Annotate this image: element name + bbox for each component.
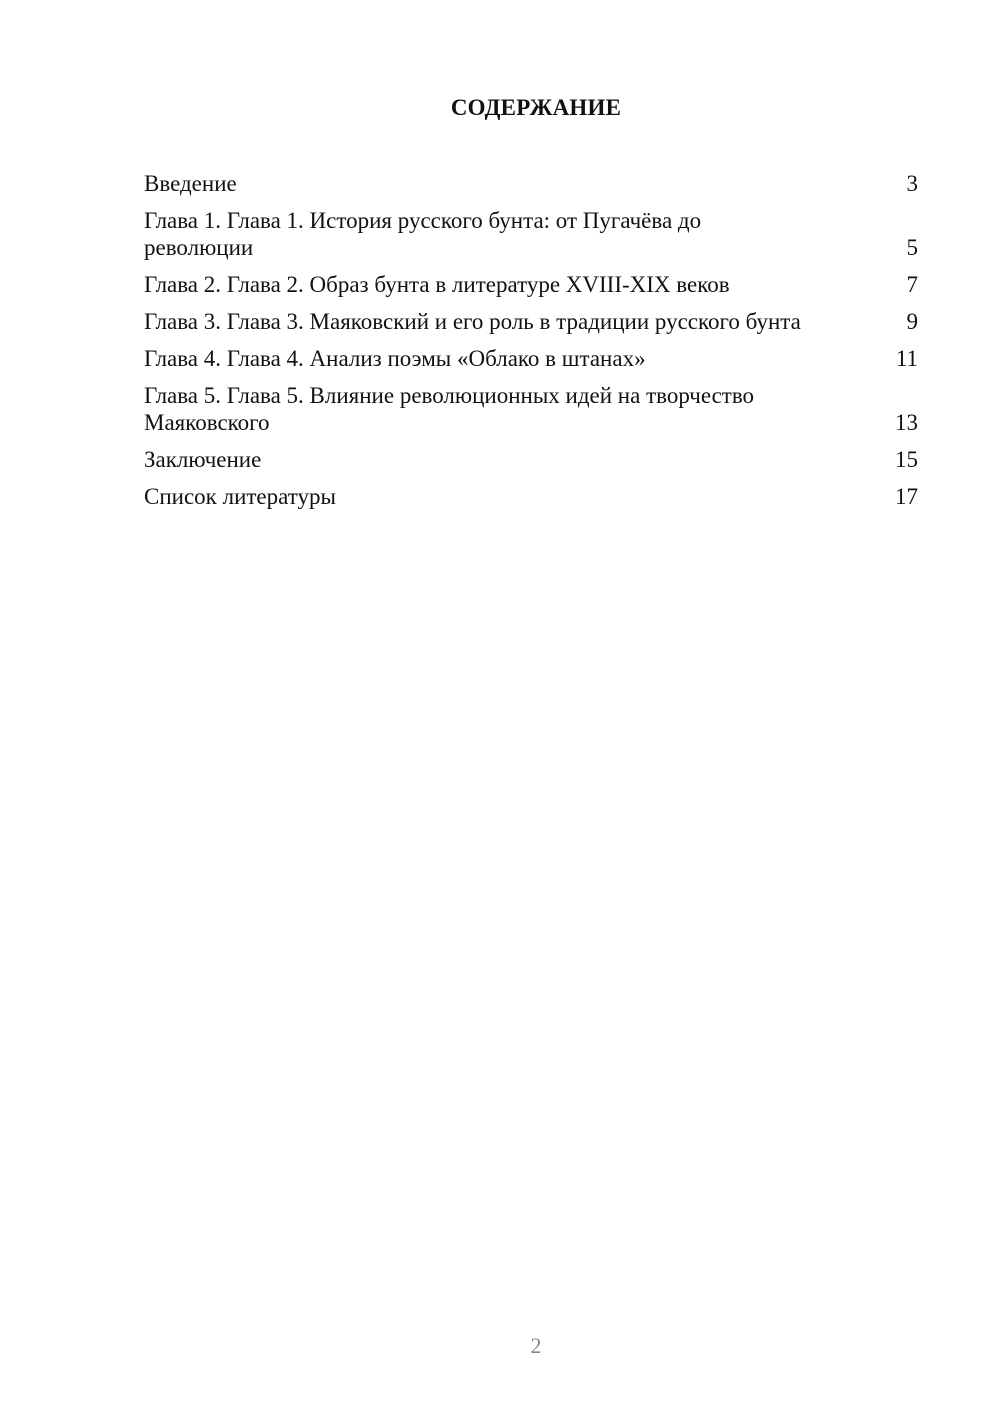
- toc-entry-page: 9: [906, 309, 918, 334]
- toc-entry-page: 17: [895, 484, 918, 509]
- toc-entry-title: Глава 4. Глава 4. Анализ поэмы «Облако в штанах»: [144, 346, 646, 371]
- toc-entry-page: 11: [895, 346, 918, 371]
- toc-entry-page: 7: [906, 272, 918, 297]
- page-title: СОДЕРЖАНИЕ: [450, 95, 622, 120]
- table-of-contents: [144, 170, 918, 520]
- page-number: 2: [530, 1333, 542, 1358]
- toc-entry-title: Заключение: [144, 447, 262, 472]
- toc-entry-page: 3: [906, 171, 918, 196]
- toc-entry-title: Глава 3. Глава 3. Маяковский и его роль в традиции русского бунта: [144, 309, 801, 334]
- toc-entry-title: Список литературы: [144, 484, 336, 509]
- toc-entry: [144, 271, 918, 298]
- toc-entry: [144, 170, 918, 197]
- toc-entry-title: Введение: [144, 171, 237, 196]
- toc-entry-page: 5: [906, 235, 918, 260]
- toc-entry: [144, 446, 918, 473]
- toc-entry-page: 15: [895, 447, 918, 472]
- toc-entry-title: Глава 1. Глава 1. История русского бунта: от Пугачёва до революции: [144, 208, 702, 260]
- toc-entry: [144, 207, 918, 261]
- toc-entry-title: Глава 2. Глава 2. Образ бунта в литературе XVIII-XIX веков: [144, 272, 730, 297]
- toc-entry: [144, 483, 918, 510]
- toc-entry: [144, 382, 918, 436]
- toc-entry: [144, 308, 918, 335]
- toc-entry: [144, 345, 918, 372]
- toc-entry-title: Глава 5. Глава 5. Влияние революционных идей на творчество Маяковского: [144, 383, 755, 435]
- toc-entry-page: 13: [895, 410, 918, 435]
